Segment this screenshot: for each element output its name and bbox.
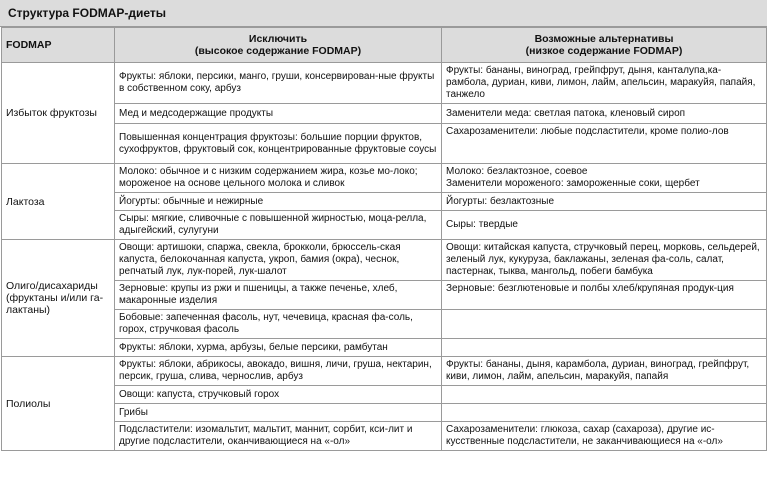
exclude-cell: Грибы [115, 404, 442, 422]
alternative-cell [442, 310, 767, 339]
exclude-cell: Повышенная концентрация фруктозы: большие порции фруктов, сухофруктов, фруктовый сок, концентрированные фруктовые соусы [115, 124, 442, 164]
table-row [2, 339, 767, 357]
header-fodmap [2, 28, 115, 63]
header-row [2, 28, 767, 63]
exclude-cell: Сыры: мягкие, сливочные с повышенной жирностью, моца-релла, адыгейский, сулугуни [115, 211, 442, 240]
category-oligo: Олиго/дисахариды (фруктаны и/или га-лактаны) [2, 240, 115, 357]
alternative-cell: Сахарозаменители: любые подсластители, кроме полио-лов [442, 124, 767, 164]
exclude-cell: Фрукты: яблоки, абрикосы, авокадо, вишня, личи, груша, нектарин, персик, груша, слива, чернослив, арбуз [115, 357, 442, 386]
table-row [2, 422, 767, 451]
alternative-cell: Фрукты: бананы, дыня, карамбола, дуриан, виноград, грейпфрут, киви, лимон, лайм, апельсин, маракуйя, папайя [442, 357, 767, 386]
alternative-cell: Овощи: китайская капуста, стручковый перец, морковь, сельдерей, зеленый лук, кукуруза, баклажаны, зеленая фа-соль, салат, пастернак, тыква, мангольд, побеги бамбука [442, 240, 767, 281]
alternative-cell: Молоко: безлактозное, соевое Заменители мороженого: замороженные соки, щербет [442, 164, 767, 193]
alternative-cell [442, 404, 767, 422]
exclude-cell: Фрукты: яблоки, хурма, арбузы, белые персики, рамбутан [115, 339, 442, 357]
category-fructose: Избыток фруктозы [2, 63, 115, 164]
exclude-cell: Подсластители: изомальтит, мальтит, маннит, сорбит, кси-лит и другие подсластители, оканчивающиеся на «-ол» [115, 422, 442, 451]
exclude-cell: Йогурты: обычные и нежирные [115, 193, 442, 211]
fodmap-table [1, 27, 767, 451]
exclude-cell: Бобовые: запеченная фасоль, нут, чечевица, красная фа-соль, горох, стручковая фасоль [115, 310, 442, 339]
exclude-cell: Овощи: капуста, стручковый горох [115, 386, 442, 404]
header-alternatives-line2: (низкое содержание FODMAP) [525, 45, 683, 57]
table-row [2, 164, 767, 193]
table-row [2, 404, 767, 422]
table-title [0, 0, 767, 27]
header-alternatives-line1: Возможные альтернативы [534, 33, 674, 45]
header-exclude [115, 28, 442, 63]
header-fodmap-text: FODMAP [6, 39, 52, 51]
header-exclude-line1: Исключить [248, 33, 308, 45]
category-lactose: Лактоза [2, 164, 115, 240]
alternative-cell: Зерновые: безглютеновые и полбы хлеб/крупяная продук-ция [442, 281, 767, 310]
table-row [2, 357, 767, 386]
alternative-cell: Йогурты: безлактозные [442, 193, 767, 211]
table-title-text: Структура FODMAP-диеты [8, 6, 167, 20]
table-row [2, 193, 767, 211]
table-row [2, 63, 767, 104]
exclude-cell: Фрукты: яблоки, персики, манго, груши, консервирован-ные фрукты в собственном соку, арбуз [115, 63, 442, 104]
alternative-cell: Фрукты: бананы, виноград, грейпфрут, дыня, канталупа,ка-рамбола, дуриан, киви, лимон, лайм, апельсин, маракуйя, папайя, танжело [442, 63, 767, 104]
exclude-cell: Мед и медсодержащие продукты [115, 104, 442, 124]
table-row [2, 281, 767, 310]
alternative-cell [442, 386, 767, 404]
table-row [2, 211, 767, 240]
table-row [2, 124, 767, 164]
alternative-cell: Заменители меда: светлая патока, кленовый сироп [442, 104, 767, 124]
exclude-cell: Зерновые: крупы из ржи и пшеницы, а также печенье, хлеб, макаронные изделия [115, 281, 442, 310]
category-polyols: Полиолы [2, 357, 115, 451]
alternative-cell: Сыры: твердые [442, 211, 767, 240]
header-exclude-line2: (высокое содержание FODMAP) [194, 45, 362, 57]
table-row [2, 240, 767, 281]
table-row [2, 310, 767, 339]
table-row [2, 104, 767, 124]
exclude-cell: Молоко: обычное и с низким содержанием жира, козье мо-локо; мороженое на основе цельного молока и сливок [115, 164, 442, 193]
alternative-cell [442, 339, 767, 357]
table-row [2, 386, 767, 404]
exclude-cell: Овощи: артишоки, спаржа, свекла, брокколи, брюссель-ская капуста, белокочанная капуста, укроп, бамия (окра), чеснок, репчатый лук, лук-порей, лук-шалот [115, 240, 442, 281]
alternative-cell: Сахарозаменители: глюкоза, сахар (сахароза), другие ис-кусственные подсластители, не заканчивающиеся на «-ол» [442, 422, 767, 451]
header-alternatives [442, 28, 767, 63]
